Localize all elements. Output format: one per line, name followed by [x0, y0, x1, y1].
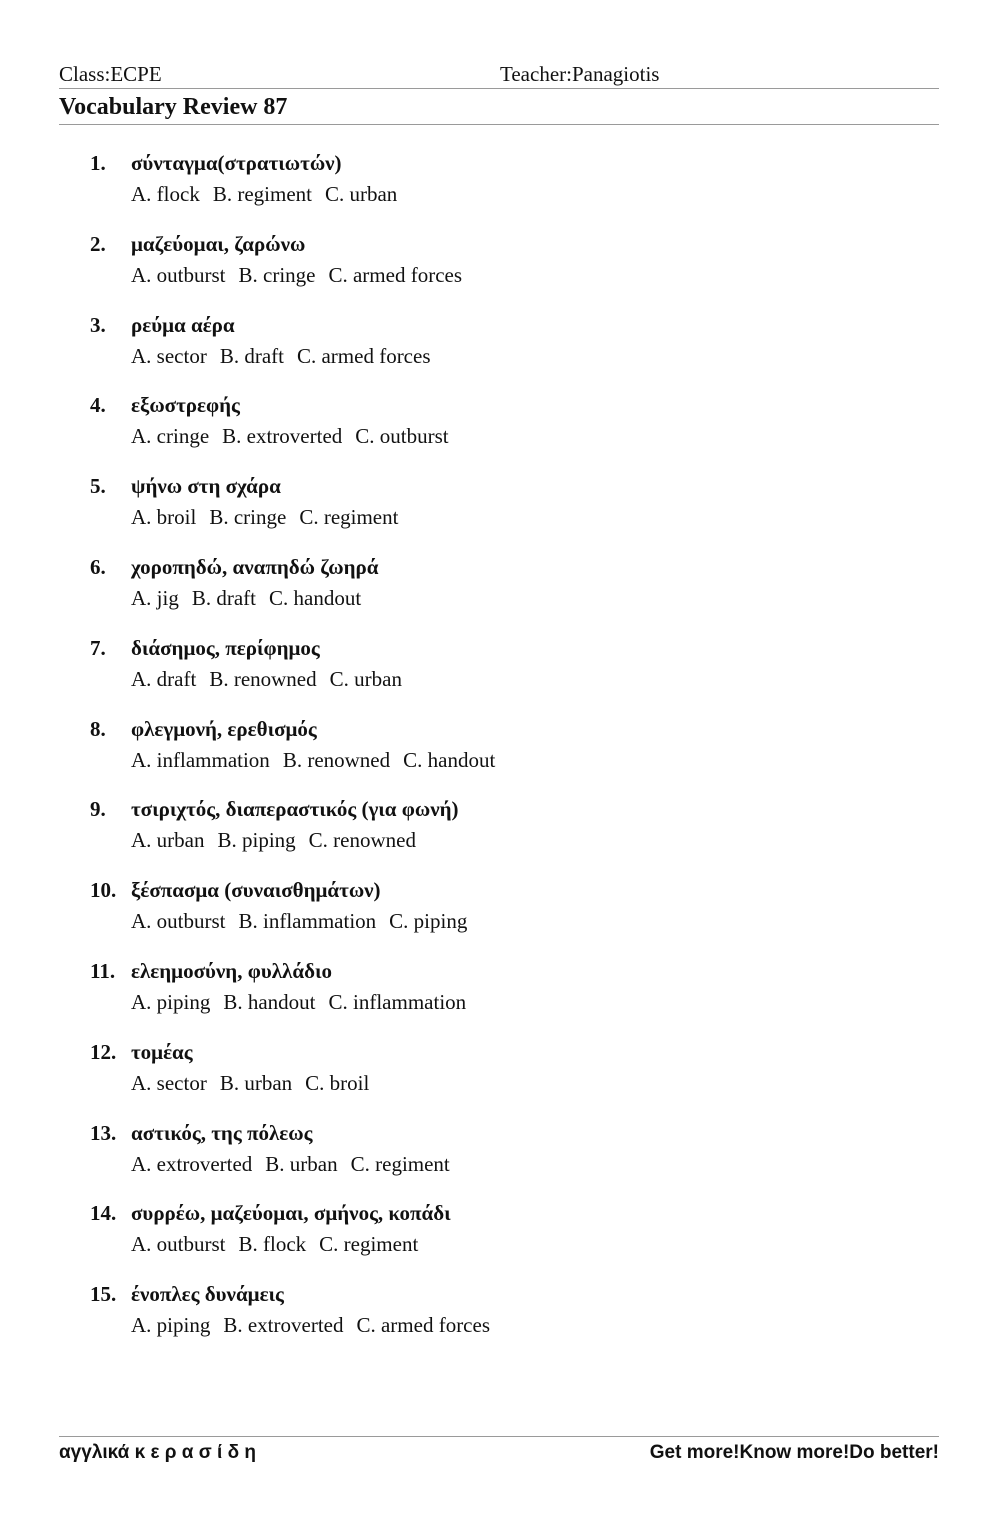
question-prompt: αστικός, της πόλεως — [131, 1121, 313, 1145]
footer-slogan: Get more!Know more!Do better! — [649, 1442, 939, 1463]
answer-option[interactable]: C. broil — [305, 1071, 370, 1095]
answer-option[interactable]: A. sector — [131, 344, 207, 368]
question-item — [90, 232, 890, 302]
answer-option[interactable]: B. urban — [219, 1071, 293, 1095]
question-item — [90, 878, 890, 948]
answer-options — [131, 1313, 503, 1338]
answer-option[interactable]: C. armed forces — [296, 344, 431, 368]
question-prompt: ελεημοσύνη, φυλλάδιο — [131, 959, 332, 983]
question-number: 12. — [90, 1040, 117, 1064]
answer-option[interactable]: A. outburst — [131, 909, 226, 933]
footer-brand: αγγλικά κ ε ρ α σ ί δ η — [59, 1442, 256, 1463]
answer-option[interactable]: A. draft — [131, 667, 197, 691]
answer-options — [131, 1071, 382, 1096]
question-item — [90, 1201, 890, 1271]
question-prompt: μαζεύομαι, ζαρώνω — [131, 232, 306, 256]
question-number: 15. — [90, 1282, 117, 1306]
answer-option[interactable]: A. outburst — [131, 1232, 226, 1256]
answer-option[interactable]: C. regiment — [319, 1232, 419, 1256]
answer-options — [131, 667, 415, 692]
answer-option[interactable]: A. piping — [131, 1313, 211, 1337]
question-prompt: εξωστρεφής — [131, 393, 240, 417]
answer-option[interactable]: C. armed forces — [328, 263, 463, 287]
answer-option[interactable]: B. regiment — [212, 182, 312, 206]
answer-options — [131, 909, 480, 934]
answer-options — [131, 1232, 431, 1257]
class-label: Class:ECPE — [59, 62, 162, 86]
answer-option[interactable]: A. broil — [131, 505, 197, 529]
question-prompt: χοροπηδώ, αναπηδώ ζωηρά — [131, 555, 379, 579]
answer-options — [131, 828, 429, 853]
question-number: 5. — [90, 474, 106, 498]
teacher-label: Teacher:Panagiotis — [500, 62, 660, 86]
title-bar — [59, 93, 939, 125]
answer-option[interactable]: A. outburst — [131, 263, 226, 287]
answer-option[interactable]: A. flock — [131, 182, 200, 206]
question-number: 4. — [90, 393, 106, 417]
answer-options — [131, 990, 479, 1015]
question-number: 8. — [90, 717, 106, 741]
question-item — [90, 1282, 890, 1352]
answer-options — [131, 424, 462, 449]
page-title: Vocabulary Review 87 — [59, 94, 288, 120]
answer-option[interactable]: C. handout — [269, 586, 362, 610]
answer-options — [131, 1152, 463, 1177]
answer-options — [131, 748, 508, 773]
question-number: 10. — [90, 878, 117, 902]
answer-option[interactable]: B. inflammation — [238, 909, 377, 933]
question-item — [90, 959, 890, 1029]
question-prompt: τομέας — [131, 1040, 193, 1064]
answer-option[interactable]: C. urban — [329, 667, 402, 691]
answer-options — [131, 586, 374, 611]
question-number: 14. — [90, 1201, 117, 1225]
question-number: 6. — [90, 555, 106, 579]
answer-option[interactable]: A. sector — [131, 1071, 207, 1095]
question-prompt: φλεγμονή, ερεθισμός — [131, 717, 317, 741]
question-item — [90, 313, 890, 383]
question-item — [90, 555, 890, 625]
question-item — [90, 1040, 890, 1110]
question-item — [90, 636, 890, 706]
question-prompt: ένοπλες δυνάμεις — [131, 1282, 284, 1306]
question-prompt: διάσημος, περίφημος — [131, 636, 320, 660]
question-prompt: ψήνω στη σχάρα — [131, 474, 281, 498]
question-number: 2. — [90, 232, 106, 256]
question-item — [90, 151, 890, 221]
answer-option[interactable]: A. urban — [131, 828, 205, 852]
question-item — [90, 1121, 890, 1191]
answer-option[interactable]: B. extroverted — [222, 424, 343, 448]
question-number: 1. — [90, 151, 106, 175]
answer-options — [131, 505, 411, 530]
question-prompt: σύνταγμα(στρατιωτών) — [131, 151, 342, 175]
answer-option[interactable]: B. cringe — [238, 263, 316, 287]
question-number: 13. — [90, 1121, 117, 1145]
answer-options — [131, 344, 444, 369]
question-prompt: τσιριχτός, διαπεραστικός (για φωνή) — [131, 797, 459, 821]
answer-option[interactable]: C. regiment — [350, 1152, 450, 1176]
answer-option[interactable]: B. extroverted — [223, 1313, 344, 1337]
answer-option[interactable]: C. outburst — [355, 424, 449, 448]
question-number: 11. — [90, 959, 116, 983]
question-number: 3. — [90, 313, 106, 337]
question-prompt: συρρέω, μαζεύομαι, σμήνος, κοπάδι — [131, 1201, 451, 1225]
answer-option[interactable]: B. cringe — [209, 505, 287, 529]
question-number: 9. — [90, 797, 106, 821]
question-item — [90, 717, 890, 787]
answer-option[interactable]: B. handout — [223, 990, 316, 1014]
answer-option[interactable]: A. extroverted — [131, 1152, 253, 1176]
answer-option[interactable]: A. jig — [131, 586, 179, 610]
answer-option[interactable]: C. urban — [324, 182, 398, 206]
answer-option[interactable]: B. draft — [191, 586, 256, 610]
answer-option[interactable]: B. piping — [217, 828, 296, 852]
answer-option[interactable]: B. flock — [238, 1232, 307, 1256]
answer-option[interactable]: C. armed forces — [356, 1313, 490, 1337]
answer-option[interactable]: C. regiment — [299, 505, 399, 529]
answer-options — [131, 263, 475, 288]
answer-option[interactable]: C. handout — [403, 748, 496, 772]
question-item — [90, 393, 890, 463]
answer-option[interactable]: B. renowned — [209, 667, 317, 691]
question-item — [90, 474, 890, 544]
answer-option[interactable]: B. renowned — [282, 748, 391, 772]
answer-option[interactable]: B. draft — [219, 344, 284, 368]
answer-option[interactable]: A. piping — [131, 990, 211, 1014]
answer-option[interactable]: B. urban — [265, 1152, 338, 1176]
question-item — [90, 797, 890, 867]
footer-divider — [59, 1436, 939, 1437]
question-number: 7. — [90, 636, 106, 660]
question-prompt: ρεύμα αέρα — [131, 313, 235, 337]
answer-option[interactable]: C. renowned — [308, 828, 416, 852]
answer-option[interactable]: A. inflammation — [131, 748, 270, 772]
answer-option[interactable]: C. piping — [389, 909, 468, 933]
question-prompt: ξέσπασμα (συναισθημάτων) — [131, 878, 381, 902]
answer-option[interactable]: C. inflammation — [328, 990, 467, 1014]
answer-option[interactable]: A. cringe — [131, 424, 210, 448]
page-header — [59, 62, 939, 89]
answer-options — [131, 182, 410, 207]
